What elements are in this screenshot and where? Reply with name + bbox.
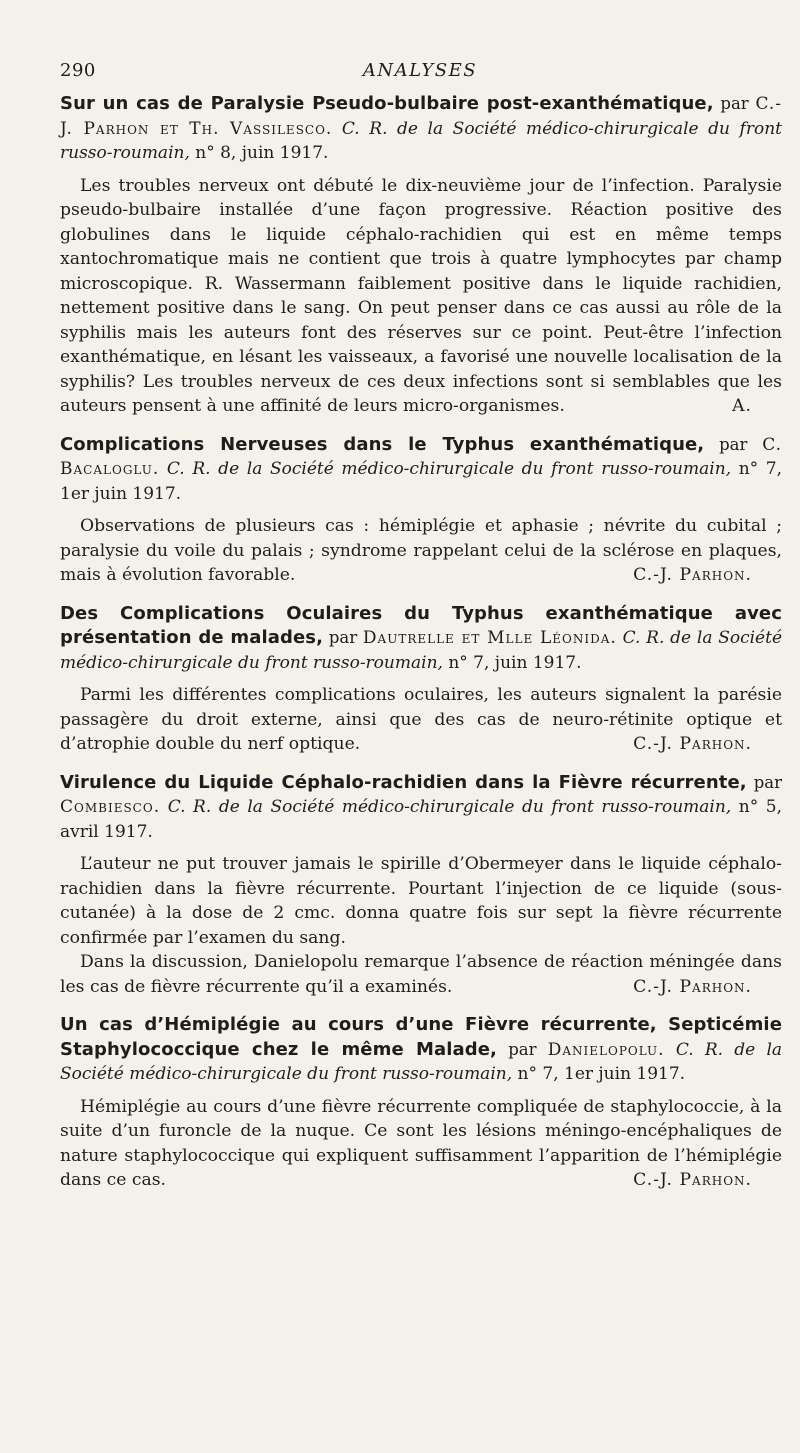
article-signature: C.-J. Parhon. [633, 565, 752, 585]
article [60, 771, 782, 1000]
article-issue: n° 8, juin 1917. [195, 143, 329, 163]
article-heading [60, 92, 782, 166]
article-title: Des Complications Oculaires du Typhus exanthématique avec présentation de malades, [60, 602, 782, 648]
article-title: Sur un cas de Paralysie Pseudo-bulbaire post-exanthématique, [60, 93, 714, 114]
by-word: par [720, 94, 749, 113]
article [60, 1013, 782, 1193]
paragraph-text: L’auteur ne put trouver jamais le spirille d’Obermeyer dans le liquide céphalo-rachidien dans la fièvre récurrente. Pourtant l’injection de ce liquide (sous-cutanée) à la dose de 2 cmc. donna quatre fois sur sept la fièvre récurrente confirmée par l’examen du sang. [60, 854, 782, 948]
page-number: 290 [60, 60, 96, 81]
article-title: Un cas d’Hémiplégie au cours d’une Fièvre récurrente, Septicémie Staphylococcique chez le même Malade, [60, 1014, 782, 1060]
article [60, 92, 782, 419]
article-signature: C.-J. Parhon. [633, 734, 752, 754]
article [60, 602, 782, 757]
by-word: par [719, 434, 748, 454]
article-heading [60, 771, 782, 845]
by-word: par [508, 1039, 537, 1059]
article [60, 433, 782, 588]
article-signature: C.-J. Parhon. [633, 1170, 752, 1190]
article-paragraph [60, 514, 782, 588]
article-issue: n° 7, 1er juin 1917. [60, 459, 783, 504]
article-citation: C. R. de la Société médico-chirurgicale du front russo-roumain, [166, 459, 732, 479]
article-authors: Combiesco. [60, 797, 161, 817]
article-citation: C. R. de la Société médico-chirurgicale du front russo-roumain, [60, 118, 782, 163]
article-title: Complications Nerveuses dans le Typhus exanthématique, [60, 433, 705, 455]
article-paragraph [60, 683, 782, 757]
article-issue: n° 5, avril 1917. [60, 797, 783, 842]
article-title: Virulence du Liquide Céphalo-rachidien dans la Fièvre récurrente, [60, 771, 747, 793]
by-word: par [328, 628, 358, 647]
article-paragraph [60, 950, 782, 999]
paragraph-text: Parmi les différentes complications oculaires, les auteurs signalent la parésie passagère du droit externe, ainsi que des cas de neuro-rétinite optique et d’atrophie double du nerf optique. [60, 685, 782, 754]
running-title: ANALYSES [362, 60, 478, 81]
article-authors: Dautrelle et Mlle Léonida. [362, 628, 617, 648]
page-header [60, 60, 780, 90]
article-citation: C. R. de la Société médico-chirurgicale du front russo-roumain, [60, 1039, 783, 1084]
article-issue: n° 7, 1er juin 1917. [517, 1064, 686, 1084]
paragraph-text: Hémiplégie au cours d’une fièvre récurrente compliquée de staphylococcie, à la suite d’un furoncle de la nuque. Ce sont les lésions méningo-encéphaliques de nature staphylococcique qui expliquent suffisamment l’apparition de l’hémiplégie dans ce cas. [60, 1096, 782, 1190]
page-content [60, 92, 782, 1207]
article-signature: A. [732, 396, 752, 416]
article-heading [60, 433, 782, 507]
article-citation: C. R. de la Société médico-chirurgicale du front russo-roumain, [60, 628, 783, 673]
by-word: par [753, 772, 783, 792]
article-authors: Danielopolu. [547, 1039, 665, 1060]
article-paragraph [60, 852, 782, 950]
article-signature: C.-J. Parhon. [633, 976, 752, 997]
article-authors: C. Bacaloglu. [60, 434, 783, 479]
article-heading [60, 1013, 782, 1087]
paragraph-text: Les troubles nerveux ont débuté le dix-neuvième jour de l’infection. Paralysie pseudo-bulbaire installée d’une façon progressive. Réaction positive des globulines dans le liquide céphalo-rachidien qui est en même temps xantochromatique mais ne contient que trois à quatre lymphocytes par champ microscopique. R. Wassermann faiblement positive dans le liquide rachidien, nettement positive dans le sang. On peut penser dans ce cas aussi au rôle de la syphilis mais les auteurs font des réserves sur ce point. Peut-être l’infection exanthématique, en lésant les vaisseaux, a favorisé une nouvelle localisation de la syphilis? Les troubles nerveux de ces deux infections sont si semblables que les auteurs pensent à une affinité de leurs micro-organismes. [60, 175, 782, 416]
article-issue: n° 7, juin 1917. [448, 652, 582, 673]
article-citation: C. R. de la Société médico-chirurgicale du front russo-roumain, [167, 797, 732, 817]
article-paragraph [60, 174, 782, 419]
article-heading [60, 602, 782, 676]
paragraph-text: Dans la discussion, Danielopolu remarque l’absence de réaction méningée dans les cas de fièvre récurrente qu’il a examinés. [60, 952, 782, 997]
article-authors: C.-J. Parhon et Th. Vassilesco. [60, 94, 782, 139]
article-paragraph [60, 1095, 782, 1193]
paragraph-text: Observations de plusieurs cas : hémiplégie et aphasie ; névrite du cubital ; paralysie du voile du palais ; syndrome rappelant celui de la sclérose en plaques, mais à évolution favorable. [60, 516, 782, 585]
